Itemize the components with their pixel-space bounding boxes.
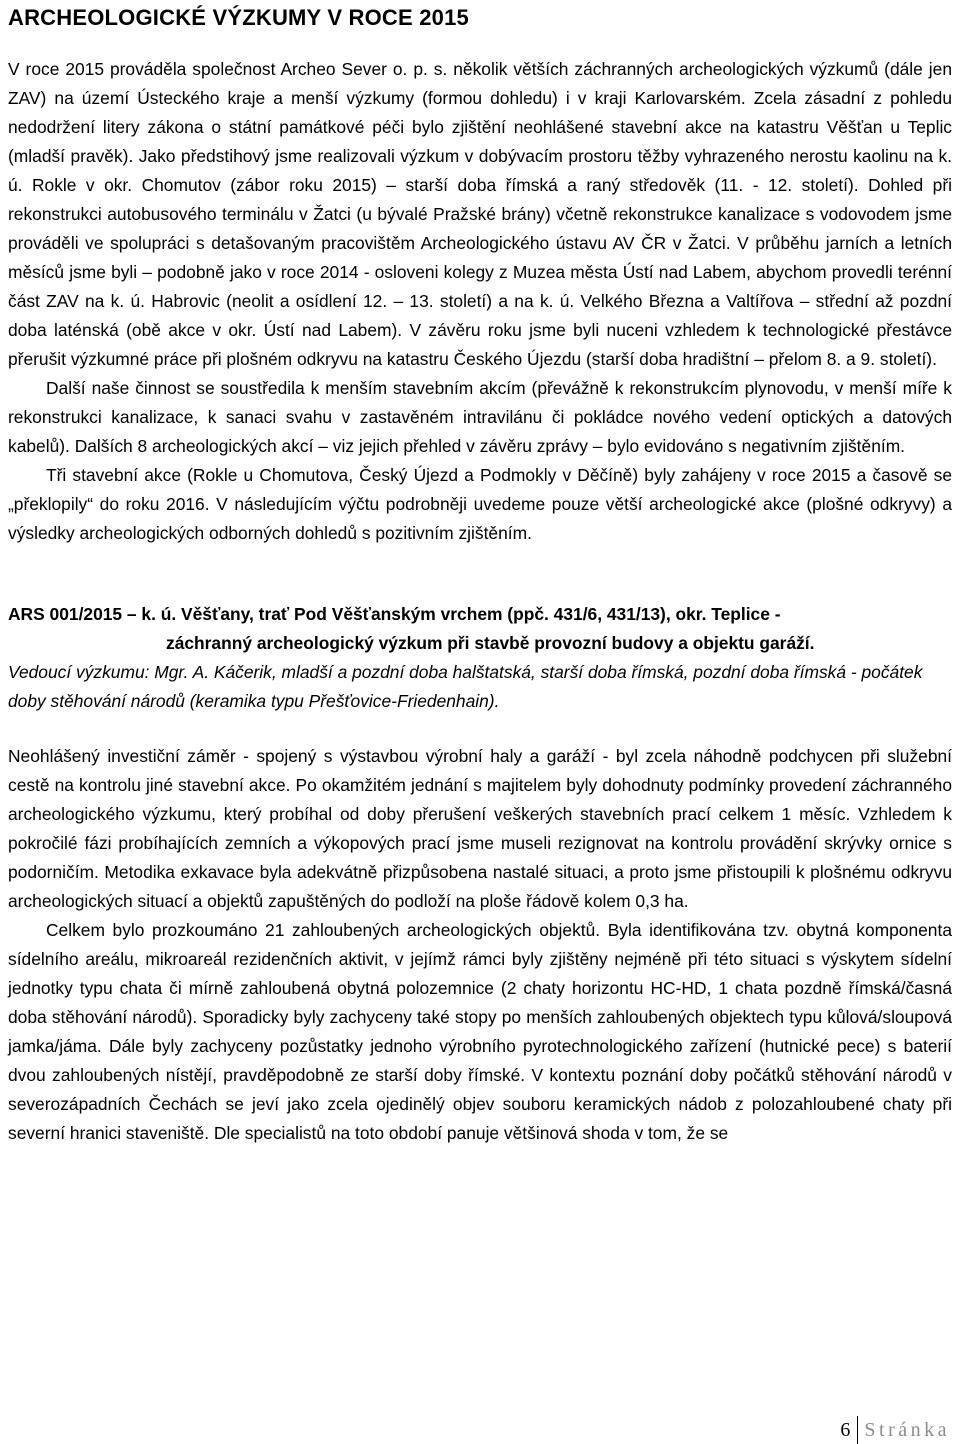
ars-lead: Vedoucí výzkumu: Mgr. A. Káčerik, mladší a pozdní doba halštatská, starší doba římská, pozdní doba římská - počátek doby stěhování národů (keramika typu Přešťovice-Friedenhain). — [8, 662, 923, 711]
ars-heading — [8, 600, 952, 658]
page-number: 6 — [840, 1416, 858, 1444]
page-footer — [840, 1416, 950, 1444]
ars-paragraph-2: Celkem bylo prozkoumáno 21 zahloubených archeologických objektů. Byla identifikována tzv. obytná komponenta sídelního areálu, mikroareál rezidenčních aktivit, v jejímž rámci byly zjištěny nejméně při této situaci s výskytem sídelní jednotky typu chata či mírně zahloubená obytná polozemnice (2 chaty horizontu HC-HD, 1 chata pozdně římská/časná doba stěhování národů). Sporadicky byly zachyceny také stopy po menších zahloubených objektech typu kůlová/sloupová jamka/jáma. Dále byly zachyceny pozůstatky jednoho výrobního pyrotechnologického zařízení (hutnické pece) s baterií dvou zahloubených nístějí, pravděpodobně ze starší doby římské. V kontextu poznání doby počátků stěhování národů v severozápadních Čechách se jeví jako zcela ojedinělý objev souboru keramických nádob z polozahloubené chaty při severní hranici staveniště. Dle specialistů na toto období panuje většinová shoda v tom, že se — [8, 920, 952, 1143]
ars-section — [8, 600, 952, 1148]
intro-paragraph-3: Tři stavební akce (Rokle u Chomutova, Český Újezd a Podmokly v Děčíně) byly zahájeny v roce 2015 a časově se „překlopily“ do roku 2016. V následujícím výčtu podrobněji uvedeme pouze větší archeologické akce (plošné odkryvy) a výsledky archeologických odborných dohledů s pozitivním zjištěním. — [8, 465, 952, 543]
ars-heading-line-1: ARS 001/2015 – k. ú. Věšťany, trať Pod Věšťanským vrchem (ppč. 431/6, 431/13), okr. Teplice - — [8, 604, 781, 624]
intro-paragraph-2: Další naše činnost se soustředila k menším stavebním akcím (převážně k rekonstrukcím plynovodu, v menší míře k rekonstrukci kanalizace, k sanaci svahu v zastavěném intravilánu či pokládce nového vedení optických a datových kabelů). Dalších 8 archeologických akcí – viz jejich přehled v závěru zprávy – bylo evidováno s negativním zjištěním. — [8, 378, 952, 456]
intro-paragraph-1: V roce 2015 prováděla společnost Archeo Sever o. p. s. několik větších záchranných archeologických výzkumů (dále jen ZAV) na území Ústeckého kraje a menší výzkumy (formou dohledu) i v kraji Karlovarském. Zcela zásadní z pohledu nedodržení litery zákona o státní památkové péči bylo zjištění neohlášené stavební akce na katastru Věšťan u Teplic (mladší pravěk). Jako předstihový jsme realizovali výzkum v dobývacím prostoru těžby vyhrazeného nerostu kaolinu na k. ú. Rokle v okr. Chomutov (zábor roku 2015) – starší doba římská a raný středověk (11. - 12. století). Dohled při rekonstrukci autobusového terminálu v Žatci (u bývalé Pražské brány) včetně rekonstrukce kanalizace s vodovodem jsme prováděli ve spolupráci s detašovaným pracovištěm Archeologického ústavu AV ČR v Žatci. V průběhu jarních a letních měsíců jsme byli – podobně jako v roce 2014 - osloveni kolegy z Muzea města Ústí nad Labem, abychom provedli terénní část ZAV na k. ú. Habrovic (neolit a osídlení 12. – 13. století) a na k. ú. Velkého Března a Valtířova – střední až pozdní doba laténská (obě akce v okr. Ústí nad Labem). V závěru roku jsme byli nuceni vzhledem k technologické přestávce přerušit výzkumné práce při plošném odkryvu na katastru Českého Újezdu (starší doba hradištní – přelom 8. a 9. století). — [8, 59, 952, 369]
page-label: Stránka — [864, 1419, 950, 1441]
document-page — [8, 0, 952, 1444]
document-title: ARCHEOLOGICKÉ VÝZKUMY V ROCE 2015 — [8, 5, 469, 30]
ars-heading-line-2: záchranný archeologický výzkum při stavbě provozní budovy a objektu garáží. — [166, 633, 815, 653]
ars-paragraph-1: Neohlášený investiční záměr - spojený s výstavbou výrobní haly a garáží - byl zcela náhodně podchycen při služební cestě na kontrolu jiné stavební akce. Po okamžitém jednání s majitelem byly dohodnuty podmínky provedení záchranného archeologického výzkumu, který probíhal od doby přerušení veškerých stavebních prací celkem 1 měsíc. Vzhledem k pokročilé fázi probíhajících zemních a výkopových prací jsme museli rezignovat na kontrolu provádění skrývky ornice s podorničím. Metodika exkavace byla adekvátně přizpůsobena nastalé situaci, a proto jsme přistoupili k plošnému odkryvu archeologických situací a objektů zapuštěných do podloží na ploše řádově kolem 0,3 ha. — [8, 746, 952, 911]
